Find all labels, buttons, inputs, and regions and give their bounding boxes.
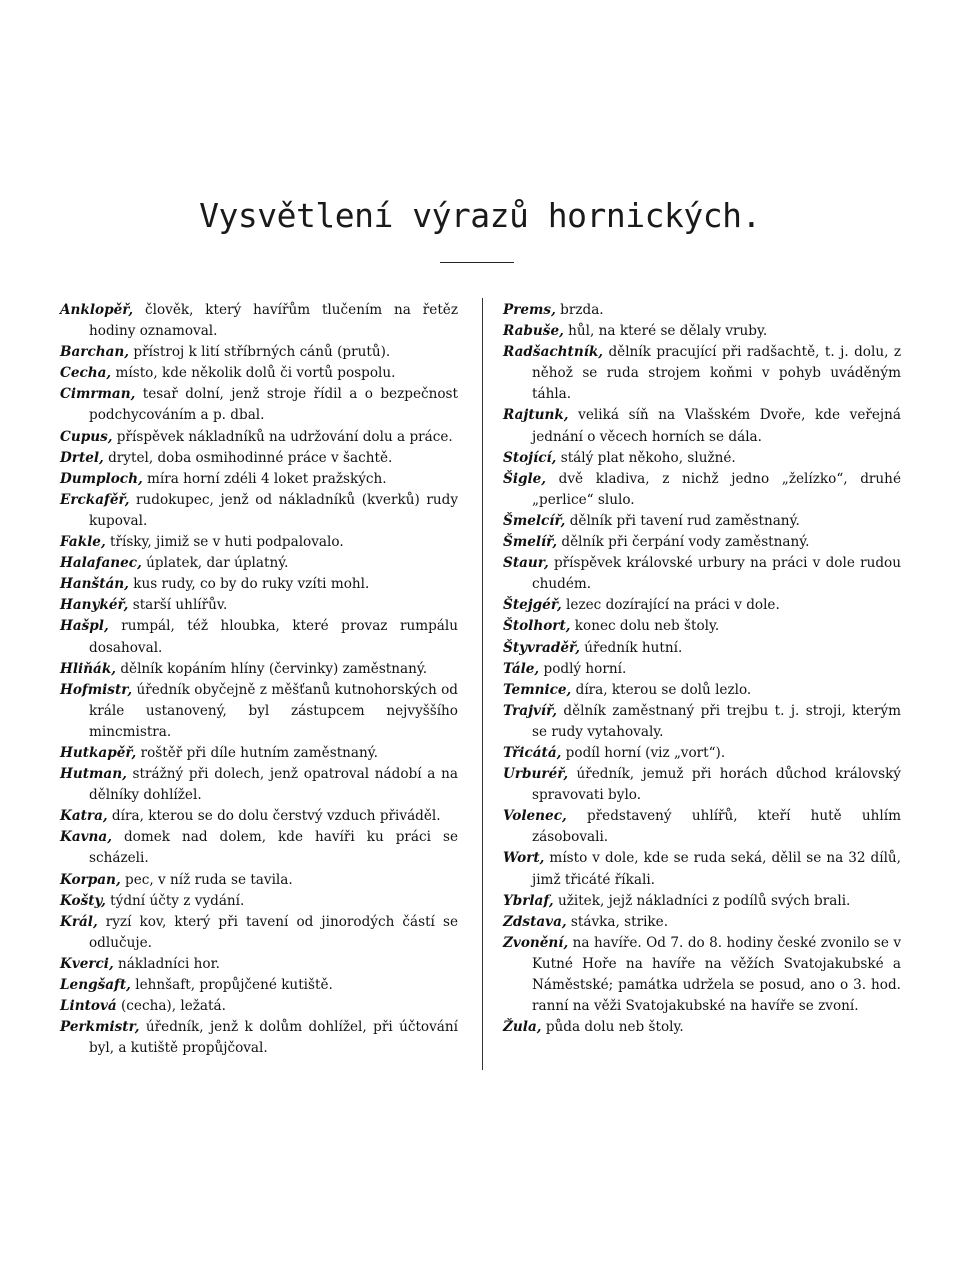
glossary-term: Hutman, — [60, 766, 127, 783]
glossary-entry — [60, 342, 458, 363]
glossary-definition: míra horní zdéli 4 loket pražských. — [142, 470, 387, 487]
glossary-entry — [60, 912, 458, 954]
glossary-definition: konec dolu neb štoly. — [570, 618, 720, 635]
glossary-term: Rabuše, — [503, 323, 564, 340]
glossary-entry — [503, 680, 901, 701]
glossary-term: Cimrman, — [60, 386, 136, 403]
glossary-entry — [60, 553, 458, 574]
glossary-entry — [503, 659, 901, 680]
glossary-term: Drtel, — [60, 449, 104, 466]
glossary-definition: příspěvek královské urbury na práci v dole rudou chudém. — [532, 555, 901, 593]
glossary-term: Temnice, — [503, 681, 572, 698]
glossary-term: Zdstava, — [503, 913, 567, 930]
right-column — [503, 300, 901, 1038]
glossary-term: Košty, — [60, 892, 106, 909]
glossary-term: Lengšaft, — [60, 977, 131, 993]
glossary-entry — [60, 363, 458, 384]
glossary-term: Cupus, — [60, 428, 113, 445]
glossary-entry — [503, 616, 901, 637]
glossary-term: Halafanec, — [60, 555, 142, 572]
glossary-definition: kus rudy, co by do ruky vzíti mohl. — [128, 576, 370, 593]
glossary-entry — [60, 954, 458, 975]
glossary-term: Hanykéř, — [60, 597, 129, 614]
glossary-entry — [503, 638, 901, 659]
glossary-term: Perkmistr, — [60, 1019, 140, 1036]
glossary-definition: domek nad dolem, kde havíři ku práci se scházeli. — [89, 829, 458, 867]
glossary-entry — [60, 469, 458, 490]
glossary-term: Erckafěř, — [60, 491, 130, 508]
glossary-definition: ryzí kov, který při tavení od jinorodých částí se odlučuje. — [89, 913, 458, 951]
glossary-entry — [503, 511, 901, 532]
glossary-term: Urburéř, — [503, 766, 569, 783]
glossary-entry — [60, 532, 458, 553]
glossary-entry — [60, 891, 458, 912]
glossary-term: Král, — [60, 913, 98, 930]
glossary-definition: představený uhlířů, kteří hutě uhlím zásobovali. — [532, 808, 901, 846]
glossary-definition: díra, kterou se do dolu čerstvý vzduch přiváděl. — [107, 808, 441, 825]
glossary-term: Ybrlaf, — [503, 892, 554, 909]
glossary-term: Tále, — [503, 660, 540, 677]
glossary-term: Zvonění, — [503, 934, 569, 951]
glossary-definition: nákladníci hor. — [113, 955, 220, 972]
glossary-definition: pec, v níž ruda se tavila. — [120, 871, 293, 888]
glossary-definition: dělník při tavení rud zaměstnaný. — [565, 512, 800, 529]
glossary-term: Hofmistr, — [60, 681, 133, 698]
glossary-definition: strážný při dolech, jenž opatroval nádobí a na dělníky dohlížel. — [89, 766, 458, 804]
glossary-entry — [503, 300, 901, 321]
glossary-entry — [503, 806, 901, 848]
glossary-definition: brzda. — [555, 302, 604, 318]
glossary-entry — [60, 806, 458, 827]
glossary-definition: úředník hutní. — [579, 639, 683, 656]
glossary-entry — [503, 469, 901, 511]
glossary-definition: místo v dole, kde se ruda seká, dělil se na 32 dílů, jimž třicáté říkali. — [532, 850, 901, 888]
glossary-entry — [60, 659, 458, 680]
glossary-entry — [503, 933, 901, 1017]
glossary-entry — [503, 764, 901, 806]
glossary-entry — [60, 384, 458, 426]
glossary-definition: úředník, jemuž při horách důchod královský spravovati bylo. — [532, 766, 901, 804]
glossary-definition: úředník obyčejně z měšťanů kutnohorských od krále ustanovený, byl zástupcem nejvyššího mincmistra. — [89, 681, 458, 740]
glossary-entry — [60, 574, 458, 595]
glossary-definition: místo, kde několik dolů či vortů pospolu. — [111, 365, 396, 382]
glossary-term: Staur, — [503, 555, 549, 572]
left-column — [60, 300, 458, 1059]
glossary-term: Hliňák, — [60, 660, 117, 677]
glossary-term: Šigle, — [503, 470, 547, 487]
glossary-definition: úplatek, dar úplatný. — [141, 555, 289, 572]
glossary-entry — [60, 616, 458, 658]
glossary-definition: drytel, doba osmihodinné práce v šachtě. — [103, 449, 393, 466]
glossary-definition: lezec dozírající na práci v dole. — [561, 597, 780, 614]
glossary-term: Barchan, — [60, 344, 130, 361]
glossary-entry — [503, 848, 901, 890]
glossary-term: Korpan, — [60, 871, 121, 888]
glossary-definition: rumpál, též hloubka, které provaz rumpálu dosahoval. — [89, 618, 458, 656]
glossary-term: Šmelíř, — [503, 534, 558, 551]
glossary-entry — [503, 1017, 901, 1038]
glossary-term: Volenec, — [503, 808, 567, 825]
glossary-term: Hašpl, — [60, 618, 109, 635]
glossary-definition: člověk, který havířům tlučením na řetěz hodiny oznamoval. — [89, 302, 458, 340]
glossary-entry — [503, 701, 901, 743]
glossary-term: Štolhort, — [503, 618, 571, 635]
glossary-term: Wort, — [503, 850, 545, 867]
glossary-entry — [60, 870, 458, 891]
glossary-entry — [60, 764, 458, 806]
glossary-definition: veliká síň na Vlašském Dvoře, kde veřejná jednání o věcech horních se dála. — [532, 407, 901, 445]
glossary-definition: lehnšaft, propůjčené kutiště. — [130, 977, 333, 993]
glossary-entry — [503, 553, 901, 595]
glossary-term: Stojící, — [503, 449, 557, 466]
glossary-term: Třicátá, — [503, 744, 562, 761]
glossary-definition: přístroj k lití stříbrných cánů (prutů). — [129, 344, 391, 361]
glossary-term: Žula, — [503, 1019, 542, 1036]
glossary-entry — [60, 427, 458, 448]
glossary-definition: (cecha), ležatá. — [116, 998, 226, 1015]
glossary-definition: roštěř při díle hutním zaměstnaný. — [136, 744, 378, 761]
glossary-definition: rudokupec, jenž od nákladníků (kverků) rudy kupoval. — [89, 491, 458, 529]
glossary-definition: hůl, na které se dělaly vruby. — [563, 323, 768, 340]
glossary-entry — [60, 827, 458, 869]
glossary-entry — [503, 912, 901, 933]
glossary-definition: týdní účty z vydání. — [105, 892, 245, 909]
glossary-term: Rajtunk, — [503, 407, 569, 424]
glossary-entry — [503, 532, 901, 553]
glossary-entry — [503, 595, 901, 616]
glossary-definition: dělník pracující při radšachtě, t. j. dolu, z něhož se ruda strojem koňmi v pohyb uváděným táhla. — [532, 344, 901, 403]
glossary-definition: úředník, jenž k dolům dohlížel, při účtování byl, a kutiště propůjčoval. — [89, 1019, 458, 1057]
glossary-entry — [503, 891, 901, 912]
glossary-entry — [60, 996, 458, 1017]
glossary-definition: dělník zaměstnaný při trejbu t. j. stroji, kterým se rudy vytahovaly. — [532, 702, 901, 740]
glossary-term: Radšachtník, — [503, 344, 604, 361]
page-title: Vysvětlení výrazů hornických. — [199, 196, 761, 235]
glossary-term: Hutkapěř, — [60, 744, 137, 761]
glossary-entry — [503, 448, 901, 469]
glossary-definition: starší uhlířův. — [128, 597, 228, 614]
glossary-entry — [503, 405, 901, 447]
glossary-entry — [60, 300, 458, 342]
glossary-entry — [60, 448, 458, 469]
glossary-definition: půda dolu neb štoly. — [541, 1019, 684, 1036]
glossary-entry — [60, 490, 458, 532]
glossary-entry — [60, 1017, 458, 1059]
glossary-term: Prems, — [503, 302, 556, 318]
glossary-term: Trajvíř, — [503, 702, 557, 719]
glossary-entry — [503, 743, 901, 764]
glossary-term: Katra, — [60, 808, 108, 825]
glossary-entry — [503, 342, 901, 405]
title-divider — [440, 262, 514, 263]
glossary-term: Cecha, — [60, 365, 112, 382]
glossary-definition: dvě kladiva, z nichž jedno „želízko“, druhé „perlice“ slulo. — [532, 470, 901, 508]
glossary-term: Fakle, — [60, 534, 106, 551]
glossary-term: Štyvraděř, — [503, 639, 580, 656]
glossary-definition: stávka, strike. — [566, 913, 669, 930]
glossary-definition: podíl horní (viz „vort“). — [561, 744, 726, 761]
glossary-entry — [60, 680, 458, 743]
glossary-term: Lintová — [60, 998, 117, 1015]
glossary-definition: stálý plat někoho, služné. — [556, 449, 736, 466]
glossary-term: Šmelcíř, — [503, 512, 566, 529]
column-divider — [482, 298, 483, 1070]
glossary-term: Kverci, — [60, 955, 114, 972]
glossary-definition: tesař dolní, jenž stroje řídil a o bezpečnost podchycováním a p. dbal. — [89, 386, 458, 424]
glossary-entry — [60, 743, 458, 764]
glossary-term: Hanštán, — [60, 576, 129, 593]
glossary-definition: dělník při čerpání vody zaměstnaný. — [557, 534, 810, 551]
glossary-entry — [503, 321, 901, 342]
glossary-term: Anklopěř, — [60, 302, 134, 318]
glossary-entry — [60, 595, 458, 616]
glossary-definition: třísky, jimiž se v huti podpalovalo. — [105, 534, 344, 551]
glossary-term: Štejgéř, — [503, 597, 562, 614]
glossary-term: Dumploch, — [60, 470, 143, 487]
glossary-definition: užitek, jejž nákladníci z podílů svých brali. — [553, 892, 851, 909]
glossary-definition: dělník kopáním hlíny (červinky) zaměstnaný. — [116, 660, 428, 677]
glossary-entry — [60, 975, 458, 996]
glossary-definition: díra, kterou se dolů lezlo. — [571, 681, 752, 698]
glossary-term: Kavna, — [60, 829, 112, 846]
glossary-definition: na havíře. Od 7. do 8. hodiny české zvonilo se v Kutné Hoře na havíře na věžích Svatojakubské a Náměstské; památka udržela se posud, ano o 3. hod. ranní na věži Svatojakubské na havíře se zvoní. — [532, 934, 901, 1015]
glossary-definition: podlý horní. — [539, 660, 627, 677]
glossary-definition: příspěvek nákladníků na udržování dolu a práce. — [112, 428, 453, 445]
